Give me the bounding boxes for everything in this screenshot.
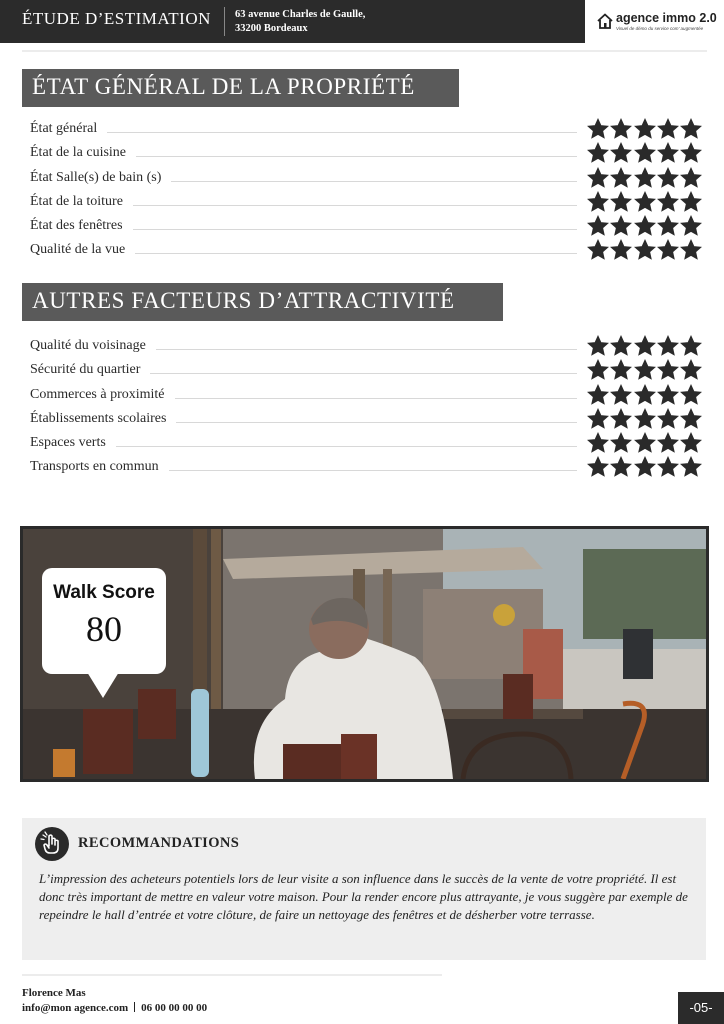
star-icon: [587, 432, 609, 454]
star-rating: [587, 191, 702, 213]
star-icon: [610, 191, 632, 213]
star-icon: [610, 118, 632, 140]
star-icon: [610, 408, 632, 430]
logo-tagline: Visuel de démo du service com' augmentée: [616, 26, 704, 31]
section-title-attractiveness: AUTRES FACTEURS D’ATTRACTIVITÉ: [22, 283, 503, 321]
star-icon: [634, 359, 656, 381]
section-title-property-state: ÉTAT GÉNÉRAL DE LA PROPRIÉTÉ: [22, 69, 459, 107]
star-icon: [634, 191, 656, 213]
contact-separator: [134, 1002, 135, 1012]
hand-pointer-icon: [35, 827, 69, 861]
star-rating: [587, 359, 702, 381]
footer-divider: [22, 974, 442, 976]
house-icon: [596, 12, 614, 30]
star-icon: [634, 239, 656, 261]
star-rating: [587, 456, 702, 478]
star-icon: [657, 335, 679, 357]
dotted-leader-line: [30, 132, 577, 133]
star-icon: [587, 335, 609, 357]
rating-list-property-state: [30, 118, 702, 264]
star-icon: [680, 408, 702, 430]
agent-contact: [22, 1002, 207, 1014]
star-icon: [657, 384, 679, 406]
star-icon: [634, 384, 656, 406]
star-icon: [680, 215, 702, 237]
rating-row: [30, 456, 702, 480]
rating-label: État Salle(s) de bain (s): [30, 170, 171, 186]
star-icon: [610, 142, 632, 164]
rating-row: [30, 359, 702, 383]
star-icon: [657, 408, 679, 430]
rating-row: [30, 215, 702, 239]
walk-score-bubble-tail: [87, 672, 119, 698]
star-icon: [657, 142, 679, 164]
star-rating: [587, 118, 702, 140]
walk-score-bubble: [42, 568, 166, 674]
rating-label: État de la cuisine: [30, 145, 136, 161]
rating-label: État de la toiture: [30, 194, 133, 210]
star-icon: [634, 335, 656, 357]
walk-score-label: Walk Score: [53, 582, 155, 603]
header-bar: [0, 0, 585, 43]
star-icon: [680, 456, 702, 478]
star-icon: [610, 239, 632, 261]
star-icon: [680, 239, 702, 261]
star-icon: [587, 408, 609, 430]
star-icon: [587, 191, 609, 213]
star-icon: [610, 359, 632, 381]
star-icon: [587, 384, 609, 406]
star-rating: [587, 239, 702, 261]
rating-row: [30, 384, 702, 408]
address-line-1: 63 avenue Charles de Gaulle,: [235, 9, 366, 20]
star-rating: [587, 384, 702, 406]
rating-list-attractiveness: [30, 335, 702, 481]
rating-label: Établissements scolaires: [30, 411, 176, 427]
star-icon: [657, 215, 679, 237]
star-icon: [657, 432, 679, 454]
rating-row: [30, 142, 702, 166]
star-rating: [587, 167, 702, 189]
star-icon: [587, 215, 609, 237]
rating-label: Sécurité du quartier: [30, 362, 150, 378]
rating-label: Commerces à proximité: [30, 387, 175, 403]
rating-label: Qualité du voisinage: [30, 338, 156, 354]
star-icon: [657, 359, 679, 381]
star-icon: [680, 432, 702, 454]
star-icon: [680, 167, 702, 189]
recommendations-title: RECOMMANDATIONS: [78, 835, 240, 851]
star-icon: [610, 384, 632, 406]
divider: [22, 50, 707, 52]
star-icon: [657, 167, 679, 189]
star-icon: [634, 118, 656, 140]
rating-label: Espaces verts: [30, 435, 116, 451]
rating-row: [30, 167, 702, 191]
star-icon: [587, 456, 609, 478]
rating-row: [30, 118, 702, 142]
star-icon: [680, 118, 702, 140]
star-icon: [610, 335, 632, 357]
star-icon: [634, 408, 656, 430]
rating-label: État des fenêtres: [30, 218, 133, 234]
logo-name: agence immo 2.0: [616, 11, 717, 25]
star-icon: [657, 191, 679, 213]
star-rating: [587, 432, 702, 454]
header-divider: [224, 7, 225, 36]
rating-label: État général: [30, 121, 107, 137]
agent-phone[interactable]: 06 00 00 00 00: [141, 1002, 208, 1014]
star-icon: [587, 142, 609, 164]
star-icon: [680, 142, 702, 164]
star-icon: [587, 118, 609, 140]
recommendations-panel: [22, 818, 706, 960]
star-icon: [610, 432, 632, 454]
rating-row: [30, 335, 702, 359]
star-rating: [587, 142, 702, 164]
rating-row: [30, 408, 702, 432]
agency-logo: [596, 11, 718, 35]
walk-score-value: 80: [86, 609, 122, 649]
agent-email[interactable]: info@mon agence.com: [22, 1002, 129, 1014]
star-icon: [610, 215, 632, 237]
star-icon: [680, 359, 702, 381]
star-icon: [657, 456, 679, 478]
star-icon: [610, 456, 632, 478]
star-icon: [680, 335, 702, 357]
star-icon: [587, 239, 609, 261]
rating-row: [30, 432, 702, 456]
recommendations-text: L’impression des acheteurs potentiels lors de leur visite a son influence dans le succès de la vente de votre propriété. Il est donc très important de mettre en valeur votre maison. Pour la render encore plus attrayante, je vous suggère par exemple de repeindre le hall d’entrée et votre clôture, de faire un nettoyage des fenêtres et de désherber votre terrasse.: [39, 871, 688, 922]
star-icon: [587, 167, 609, 189]
star-icon: [657, 118, 679, 140]
agent-name: Florence Mas: [22, 987, 86, 999]
star-icon: [634, 432, 656, 454]
star-icon: [634, 142, 656, 164]
star-rating: [587, 215, 702, 237]
star-rating: [587, 408, 702, 430]
rating-label: Transports en commun: [30, 459, 169, 475]
rating-row: [30, 191, 702, 215]
star-icon: [680, 191, 702, 213]
star-icon: [587, 359, 609, 381]
star-icon: [680, 384, 702, 406]
star-rating: [587, 335, 702, 357]
rating-row: [30, 239, 702, 263]
property-address: [235, 8, 365, 36]
star-icon: [634, 456, 656, 478]
star-icon: [610, 167, 632, 189]
star-icon: [634, 215, 656, 237]
document-title: ÉTUDE D’ESTIMATION: [22, 9, 211, 28]
page-number: -05-: [678, 992, 724, 1024]
star-icon: [657, 239, 679, 261]
star-icon: [634, 167, 656, 189]
address-line-2: 33200 Bordeaux: [235, 23, 308, 34]
rating-label: Qualité de la vue: [30, 242, 135, 258]
